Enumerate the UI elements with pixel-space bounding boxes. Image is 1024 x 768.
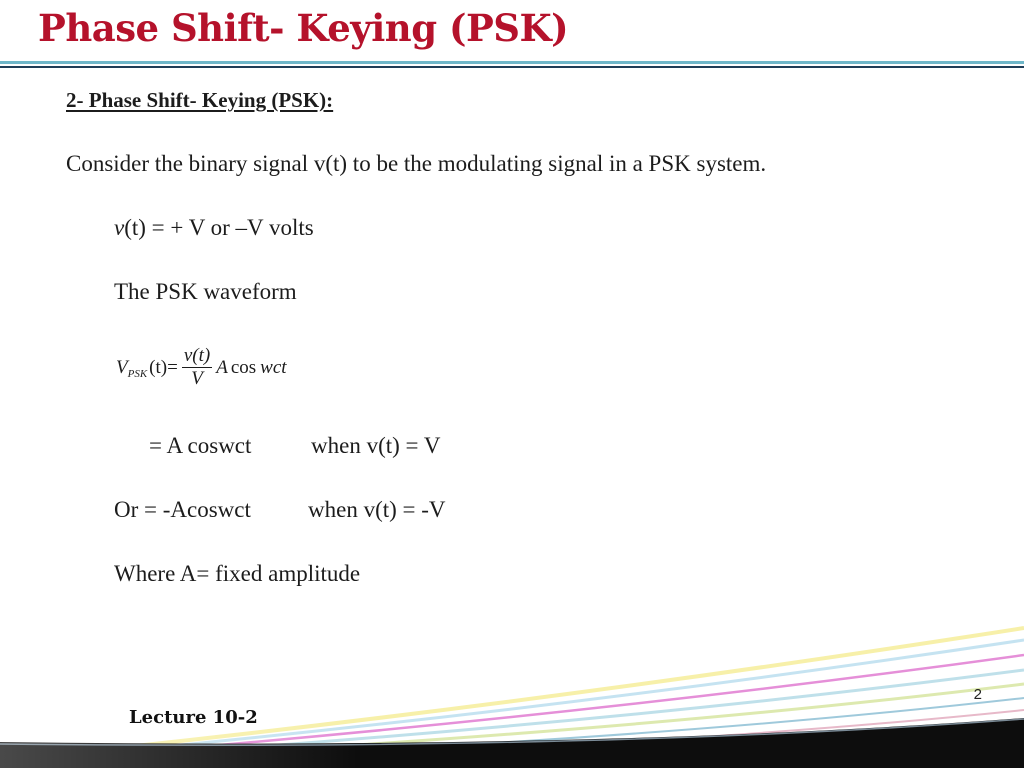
formula-denominator: V (191, 368, 203, 389)
case1-expression: = A coswct (149, 433, 252, 458)
case2-condition: when v(t) = -V (308, 497, 446, 522)
signal-definition-text: (t) = + V or –V volts (124, 215, 314, 240)
title-rule-light (0, 61, 1024, 64)
formula-lhs-arg: (t)= (149, 356, 178, 378)
intro-text: Consider the binary signal v(t) to be the modulating signal in a PSK system. (66, 151, 767, 176)
formula-amplitude: A (216, 356, 228, 378)
signal-variable: v (114, 215, 125, 240)
signal-definition (114, 215, 314, 241)
psk-formula (116, 346, 287, 389)
slide-title: Phase Shift- Keying (PSK) (38, 6, 569, 50)
formula-cos: cos (230, 356, 257, 378)
waveform-label: The PSK waveform (114, 279, 297, 304)
page-number: 2 (973, 686, 982, 703)
title-rule-dark (0, 66, 1024, 68)
case1-condition: when v(t) = V (311, 433, 441, 458)
formula-fraction (182, 346, 212, 389)
case2-expression: Or = -Acoswct (114, 497, 251, 522)
formula-tail: wct (260, 356, 287, 378)
formula-lhs-subscript: PSK (127, 367, 148, 380)
lecture-label: Lecture 10-2 (129, 707, 258, 728)
formula-lhs-symbol: V (116, 356, 128, 378)
formula-numerator: v(t) (183, 345, 211, 366)
section-heading: 2- Phase Shift- Keying (PSK): (66, 88, 334, 112)
amplitude-note: Where A= fixed amplitude (114, 561, 361, 586)
decorative-swoosh-footer (0, 600, 1024, 768)
